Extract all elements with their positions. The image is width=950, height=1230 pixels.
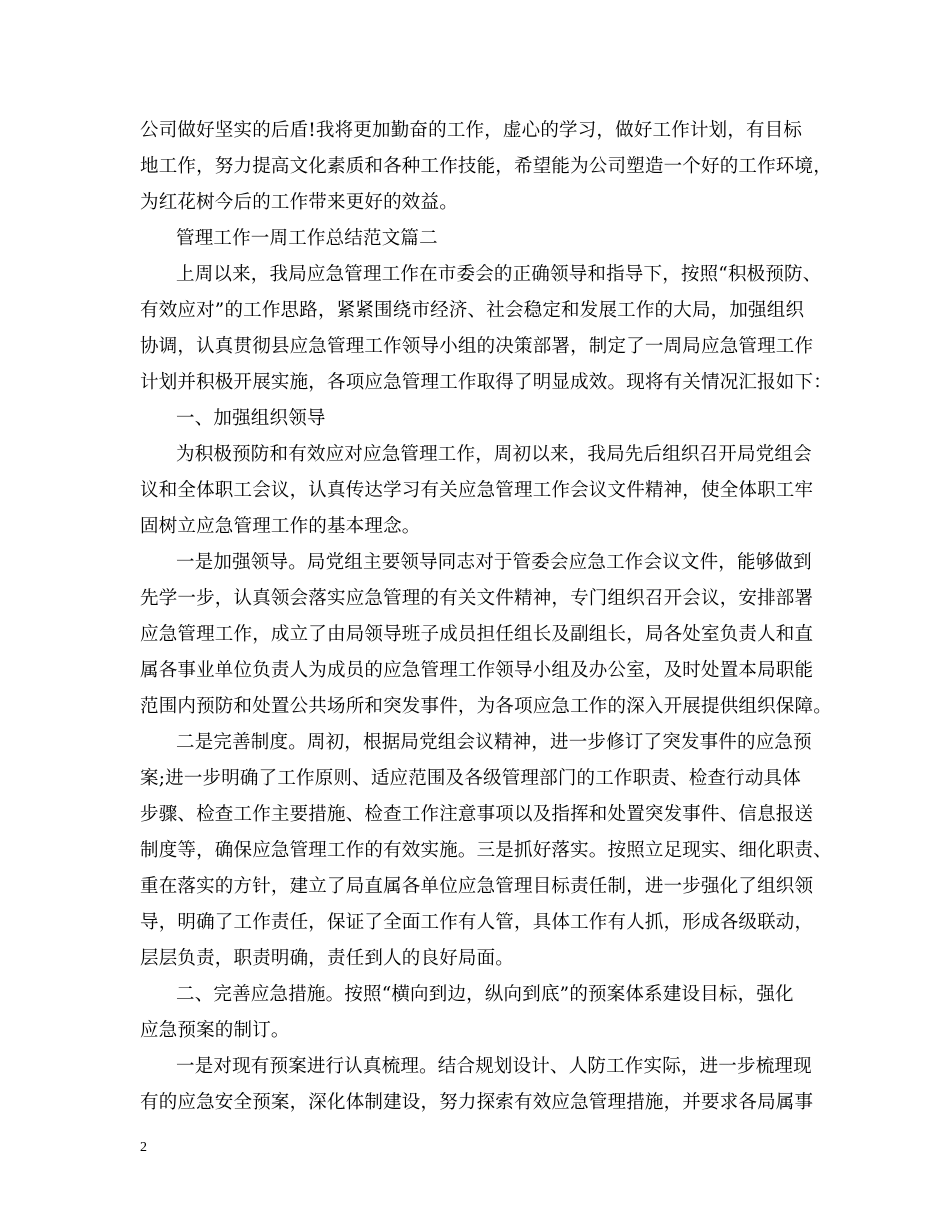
text-line: 为红花树今后的工作带来更好的效益。 bbox=[140, 192, 458, 213]
text-line: 计划并积极开展实施，各项应急管理工作取得了明显成效。现将有关情况汇报如下： bbox=[140, 372, 832, 393]
text-line: 先学一步，认真领会落实应急管理的有关文件精神，专门组织召开会议，安排部署 bbox=[140, 588, 814, 609]
text-line: 应急管理工作，成立了由局领导班子成员担任组长及副组长，局各处室负责人和直 bbox=[140, 624, 814, 645]
text-line: 属各事业单位负责人为成员的应急管理工作领导小组及办公室，及时处置本局职能 bbox=[140, 660, 814, 681]
text-line: 二、完善应急措施。按照“横向到边，纵向到底”的预案体系建设目标，强化 bbox=[176, 984, 794, 1005]
text-line: 为积极预防和有效应对应急管理工作，周初以来，我局先后组织召开局党组会 bbox=[176, 444, 812, 465]
text-line: 公司做好坚实的后盾!我将更加勤奋的工作，虚心的学习，做好工作计划，有目标 bbox=[140, 120, 803, 141]
text-line: 上周以来，我局应急管理工作在市委会的正确领导和指导下，按照“积极预防、 bbox=[176, 264, 822, 285]
text-line: 有的应急安全预案，深化体制建设，努力探索有效应急管理措施，并要求各局属事 bbox=[140, 1092, 814, 1113]
text-line: 范围内预防和处置公共场所和突发事件，为各项应急工作的深入开展提供组织保障。 bbox=[140, 696, 832, 717]
text-line: 导，明确了工作责任，保证了全面工作有人管，具体工作有人抓，形成各级联动， bbox=[140, 912, 814, 933]
text-line: 一是对现有预案进行认真梳理。结合规划设计、人防工作实际，进一步梳理现 bbox=[176, 1056, 812, 1077]
text-line: 有效应对”的工作思路，紧紧围绕市经济、社会稳定和发展工作的大局，加强组织 bbox=[140, 300, 805, 321]
text-line: 协调，认真贯彻县应急管理工作领导小组的决策部署，制定了一周局应急管理工作 bbox=[140, 336, 814, 357]
text-line: 地工作，努力提高文化素质和各种工作技能，希望能为公司塑造一个好的工作环境， bbox=[140, 156, 832, 177]
text-line: 固树立应急管理工作的基本理念。 bbox=[140, 516, 421, 537]
text-line: 重在落实的方针，建立了局直属各单位应急管理目标责任制，进一步强化了组织领 bbox=[140, 876, 814, 897]
text-line: 议和全体职工会议，认真传达学习有关应急管理工作会议文件精神，使全体职工牢 bbox=[140, 480, 814, 501]
section-heading: 管理工作一周工作总结范文篇二 bbox=[176, 228, 438, 249]
text-line: 应急预案的制订。 bbox=[140, 1020, 290, 1041]
text-line: 二是完善制度。周初，根据局党组会议精神，进一步修订了突发事件的应急预 bbox=[176, 732, 812, 753]
text-line: 制度等，确保应急管理工作的有效实施。三是抓好落实。按照立足现实、细化职责、 bbox=[140, 840, 832, 861]
section-heading: 一、加强组织领导 bbox=[176, 408, 326, 429]
text-line: 步骤、检查工作主要措施、检查工作注意事项以及指挥和处置突发事件、信息报送 bbox=[140, 804, 814, 825]
text-line: 一是加强领导。局党组主要领导同志对于管委会应急工作会议文件，能够做到 bbox=[176, 552, 812, 573]
text-line: 层层负责，职责明确，责任到人的良好局面。 bbox=[140, 948, 515, 969]
page-number: 2 bbox=[140, 1140, 147, 1155]
text-line: 案;进一步明确了工作原则、适应范围及各级管理部门的工作职责、检查行动具体 bbox=[140, 768, 801, 789]
